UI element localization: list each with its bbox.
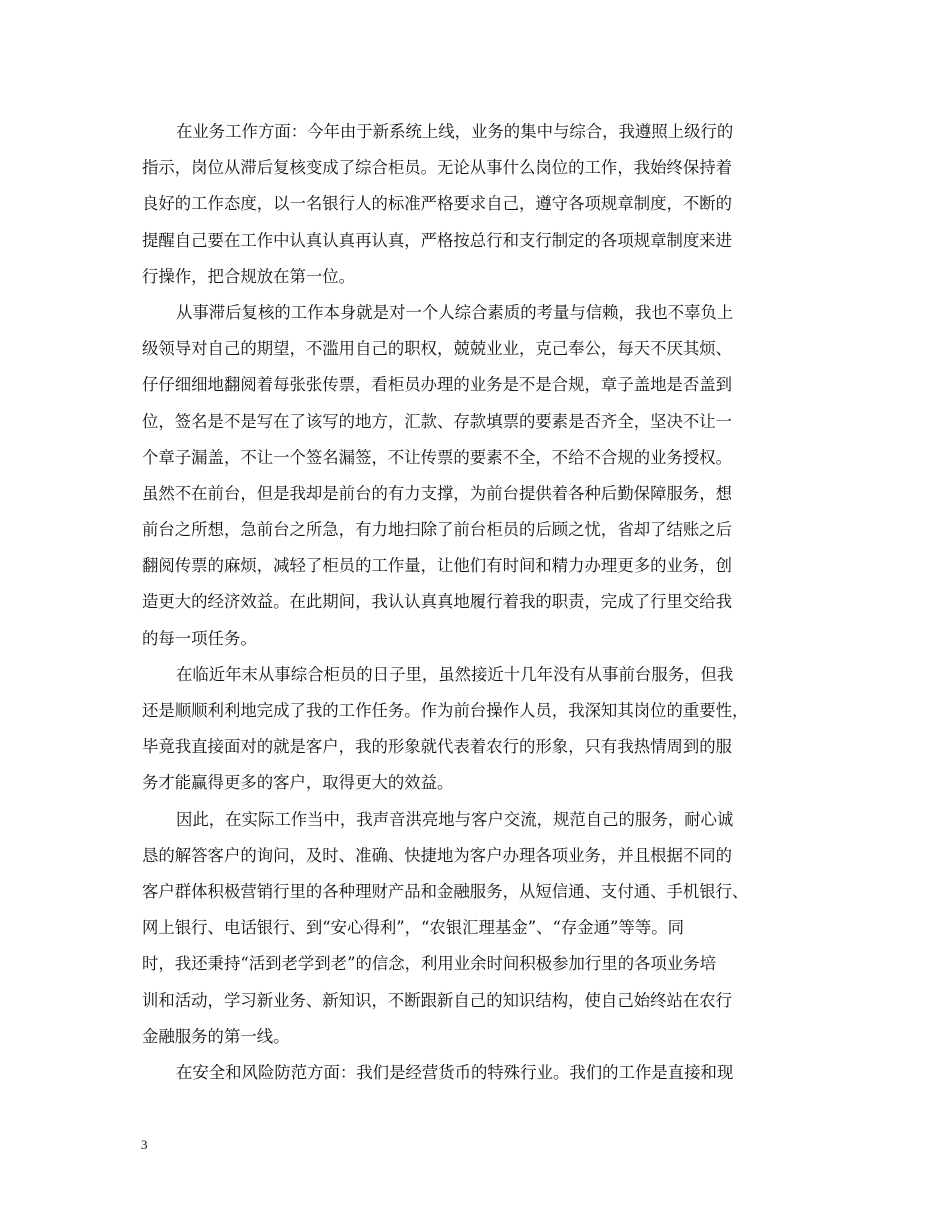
body-text (142, 114, 814, 1091)
text-line: 务才能赢得更多的客户，取得更大的效益。 (142, 773, 454, 793)
text-line: 在安全和风险防范方面：我们是经营货币的特殊行业。我们的工作是直接和现 (176, 1062, 734, 1082)
text-line: 良好的工作态度，以一名银行人的标准严格要求自己，遵守各项规章制度，不断的 (142, 194, 733, 214)
text-line: 的每一项任务。 (142, 628, 257, 648)
text-line: 在临近年末从事综合柜员的日子里，虽然接近十几年没有从事前台服务，但我 (176, 664, 734, 684)
text-line: 因此，在实际工作当中，我声音洪亮地与客户交流，规范自己的服务，耐心诚 (176, 809, 734, 829)
text-line: 金融服务的第一线。 (142, 1026, 290, 1046)
text-line: 在业务工作方面：今年由于新系统上线，业务的集中与综合，我遵照上级行的 (176, 122, 734, 141)
text-line: 指示，岗位从滞后复核变成了综合柜员。无论从事什么岗位的工作，我始终保持着 (142, 158, 733, 178)
text-line: 时，我还秉持“活到老学到老”的信念，利用业余时间积极参加行里的各项业务培 (142, 954, 717, 974)
text-line: 位，签名是不是写在了该写的地方，汇款、存款填票的要素是否齐全，坚决不让一 (142, 411, 733, 431)
text-line: 客户群体积极营销行里的各种理财产品和金融服务，从短信通、支付通、手机银行、 (142, 881, 749, 901)
text-line: 恳的解答客户的询问，及时、准确、快捷地为客户办理各项业务，并且根据不同的 (142, 845, 733, 865)
text-line: 提醒自己要在工作中认真认真再认真，严格按总行和支行制定的各项规章制度来进 (142, 230, 733, 250)
text-line: 个章子漏盖，不让一个签名漏签，不让传票的要素不全，不给不合规的业务授权。 (142, 447, 733, 467)
text-line: 翻阅传票的麻烦，减轻了柜员的工作量，让他们有时间和精力办理更多的业务，创 (142, 556, 733, 576)
text-line: 行操作，把合规放在第一位。 (142, 266, 356, 286)
text-line: 虽然不在前台，但是我却是前台的有力支撑，为前台提供着各种后勤保障服务，想 (142, 483, 733, 503)
text-line: 毕竟我直接面对的就是客户，我的形象就代表着农行的形象，只有我热情周到的服 (142, 737, 733, 757)
page-number: 3 (141, 1137, 148, 1152)
text-line: 级领导对自己的期望，不滥用自己的职权，兢兢业业，克己奉公，每天不厌其烦、 (142, 339, 733, 359)
text-line: 还是顺顺利利地完成了我的工作任务。作为前台操作人员，我深知其岗位的重要性， (142, 701, 749, 720)
text-line: 前台之所想，急前台之所急，有力地扫除了前台柜员的后顾之忧，省却了结账之后 (142, 520, 733, 540)
text-line: 网上银行、电话银行、到“安心得利”，“农银汇理基金”、“存金通”等等。同 (142, 918, 684, 938)
text-line: 造更大的经济效益。在此期间，我认认真真地履行着我的职责，完成了行里交给我 (142, 592, 733, 612)
text-line: 训和活动，学习新业务、新知识，不断跟新自己的知识结构，使自己始终站在农行 (142, 990, 733, 1010)
text-line: 仔仔细细地翻阅着每张张传票，看柜员办理的业务是不是合规，章子盖地是否盖到 (142, 375, 733, 395)
text-line: 从事滞后复核的工作本身就是对一个人综合素质的考量与信赖，我也不辜负上 (176, 302, 734, 322)
